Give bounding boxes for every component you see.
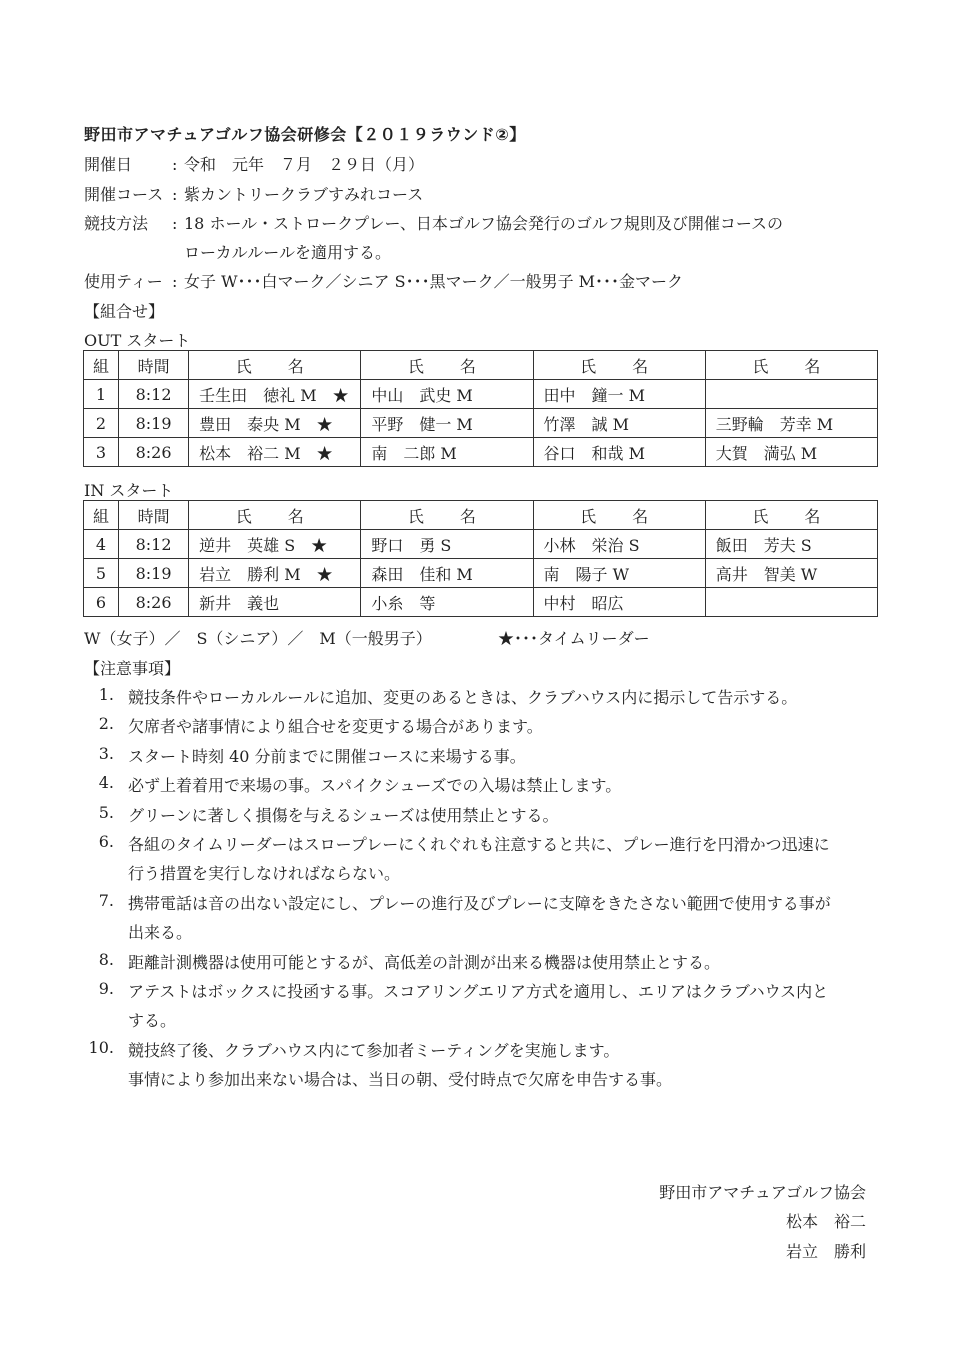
table-row: [84, 438, 878, 467]
note-number: 1.: [98, 685, 114, 704]
table-row: [84, 409, 878, 438]
signature-org: 野田市アマチュアゴルフ協会: [659, 1183, 866, 1202]
player-name: 岩立 勝利 M ★: [189, 559, 361, 588]
player-name: 野口 勇 S: [361, 530, 533, 559]
player-name: 豊田 泰央 M ★: [189, 409, 361, 438]
note-text: 行う措置を実行しなければならない。: [128, 864, 401, 883]
column-header: 時間: [119, 351, 189, 380]
note-number: 2.: [98, 714, 114, 734]
player-name: 南 二郎 M: [361, 438, 533, 467]
legend-categories: W（女子）／ S（シニア）／ M（一般男子）: [84, 629, 432, 648]
date-value: 令和 元年 ７月 ２９日（月）: [184, 155, 425, 174]
player-name: 大賀 満弘 M: [705, 438, 877, 467]
table-row: [84, 380, 878, 409]
group-number: 1: [84, 380, 119, 409]
colon: :: [172, 155, 178, 174]
column-header: 氏 名: [189, 351, 361, 380]
note-text: 必ず上着着用で来場の事。スパイクシューズでの入場は禁止します。: [128, 776, 622, 796]
player-name: 田中 鐘一 M: [533, 380, 705, 409]
method-value-2: ローカルルールを適用する。: [184, 243, 391, 262]
out-start-table: [83, 350, 878, 467]
out-start-heading: OUT スタート: [84, 331, 191, 350]
note-number: 6.: [98, 832, 114, 851]
note-number: 4.: [98, 773, 114, 793]
info-date-row: [84, 152, 424, 175]
column-header: 氏 名: [705, 501, 877, 530]
in-start-table: [83, 500, 878, 617]
note-text: する。: [128, 1011, 177, 1030]
info-course-row: [84, 182, 423, 205]
colon: :: [172, 272, 178, 291]
note-text: 競技条件やローカルルールに追加、変更のあるときは、クラブハウス内に掲示して告示する。: [128, 688, 798, 707]
table-row: [84, 559, 878, 588]
note-text: グリーンに著しく損傷を与えるシューズは使用禁止とする。: [128, 805, 559, 825]
player-name: 三野輪 芳幸 M: [705, 409, 877, 438]
document-title: 野田市アマチュアゴルフ協会研修会【２０１９ラウンド②】: [84, 125, 526, 144]
table-header-row: [84, 501, 878, 530]
tee-value: 女子 W･･･白マーク／シニア S･･･黒マーク／一般男子 M･･･金マーク: [184, 272, 684, 291]
note-text: 競技終了後、クラブハウス内にて参加者ミーティングを実施します。: [128, 1040, 620, 1060]
course-label: 開催コース: [84, 185, 164, 204]
column-header: 氏 名: [189, 501, 361, 530]
group-number: 2: [84, 409, 119, 438]
column-header: 組: [84, 351, 119, 380]
start-time: 8:26: [119, 588, 189, 617]
colon: :: [172, 214, 178, 233]
signature-person-2: 岩立 勝利: [785, 1242, 866, 1261]
colon: :: [172, 185, 178, 204]
legend-star: ★･･･タイムリーダー: [498, 629, 650, 648]
signature-person-1: 松本 裕二: [785, 1212, 866, 1231]
note-text: 出来る。: [128, 922, 193, 942]
player-name: 平野 健一 M: [361, 409, 533, 438]
group-number: 5: [84, 559, 119, 588]
start-time: 8:19: [119, 559, 189, 588]
method-label: 競技方法: [84, 214, 149, 233]
tee-label: 使用ティー: [84, 272, 163, 291]
date-label: 開催日: [84, 155, 133, 174]
player-name: 小林 栄治 S: [533, 530, 705, 559]
groupings-heading: 【組合せ】: [84, 302, 165, 321]
note-number: 9.: [98, 979, 114, 998]
note-text: 欠席者や諸事情により組合せを変更する場合があります。: [128, 717, 543, 737]
player-name: 壬生田 徳礼 M ★: [189, 380, 361, 409]
column-header: 組: [84, 501, 119, 530]
player-name: [705, 588, 877, 617]
column-header: 氏 名: [361, 351, 533, 380]
group-number: 3: [84, 438, 119, 467]
note-text: スタート時刻 40 分前までに開催コースに来場する事。: [128, 746, 526, 766]
player-name: 竹澤 誠 M: [533, 409, 705, 438]
start-time: 8:19: [119, 409, 189, 438]
notes-heading: 【注意事項】: [84, 659, 181, 678]
player-name: 小糸 等: [361, 588, 533, 617]
column-header: 氏 名: [533, 351, 705, 380]
in-start-heading: IN スタート: [84, 481, 174, 500]
player-name: 松本 裕二 M ★: [189, 438, 361, 467]
start-time: 8:12: [119, 530, 189, 559]
player-name: [705, 380, 877, 409]
course-value: 紫カントリークラブすみれコース: [184, 185, 424, 204]
player-name: 中山 武史 M: [361, 380, 533, 409]
start-time: 8:26: [119, 438, 189, 467]
note-text: アテストはボックスに投函する事。スコアリングエリア方式を適用し、エリアはクラブハウス内と: [128, 982, 829, 1001]
note-text: 携帯電話は音の出ない設定にし、プレーの進行及びプレーに支障をきたさない範囲で使用する事が: [128, 893, 831, 913]
note-number: 3.: [98, 743, 114, 763]
note-number: 5.: [98, 802, 114, 822]
table-row: [84, 530, 878, 559]
note-text: 各組のタイムリーダーはスロープレーにくれぐれも注意すると共に、プレー進行を円滑かつ迅速に: [128, 835, 830, 854]
column-header: 氏 名: [705, 351, 877, 380]
player-name: 南 陽子 W: [533, 559, 705, 588]
group-number: 6: [84, 588, 119, 617]
player-name: 飯田 芳夫 S: [705, 530, 877, 559]
info-tee-row: [84, 269, 683, 292]
start-time: 8:12: [119, 380, 189, 409]
player-name: 逆井 英雄 S ★: [189, 530, 361, 559]
player-name: 高井 智美 W: [705, 559, 877, 588]
method-value-1: 18 ホール・ストロークプレー、日本ゴルフ協会発行のゴルフ規則及び開催コースの: [184, 214, 784, 233]
player-name: 森田 佳和 M: [361, 559, 533, 588]
table-header-row: [84, 351, 878, 380]
note-number: 8.: [98, 949, 114, 969]
note-number: 7.: [98, 890, 114, 910]
legend: [84, 626, 884, 649]
player-name: 新井 義也: [189, 588, 361, 617]
player-name: 中村 昭広: [533, 588, 705, 617]
player-name: 谷口 和哉 M: [533, 438, 705, 467]
note-text: 距離計測機器は使用可能とするが、高低差の計測が出来る機器は使用禁止とする。: [128, 952, 721, 972]
info-method-row: [84, 211, 783, 234]
column-header: 時間: [119, 501, 189, 530]
column-header: 氏 名: [361, 501, 533, 530]
table-row: [84, 588, 878, 617]
note-number: 10.: [88, 1037, 114, 1057]
column-header: 氏 名: [533, 501, 705, 530]
group-number: 4: [84, 530, 119, 559]
note-text: 事情により参加出来ない場合は、当日の朝、受付時点で欠席を申告する事。: [128, 1069, 673, 1089]
